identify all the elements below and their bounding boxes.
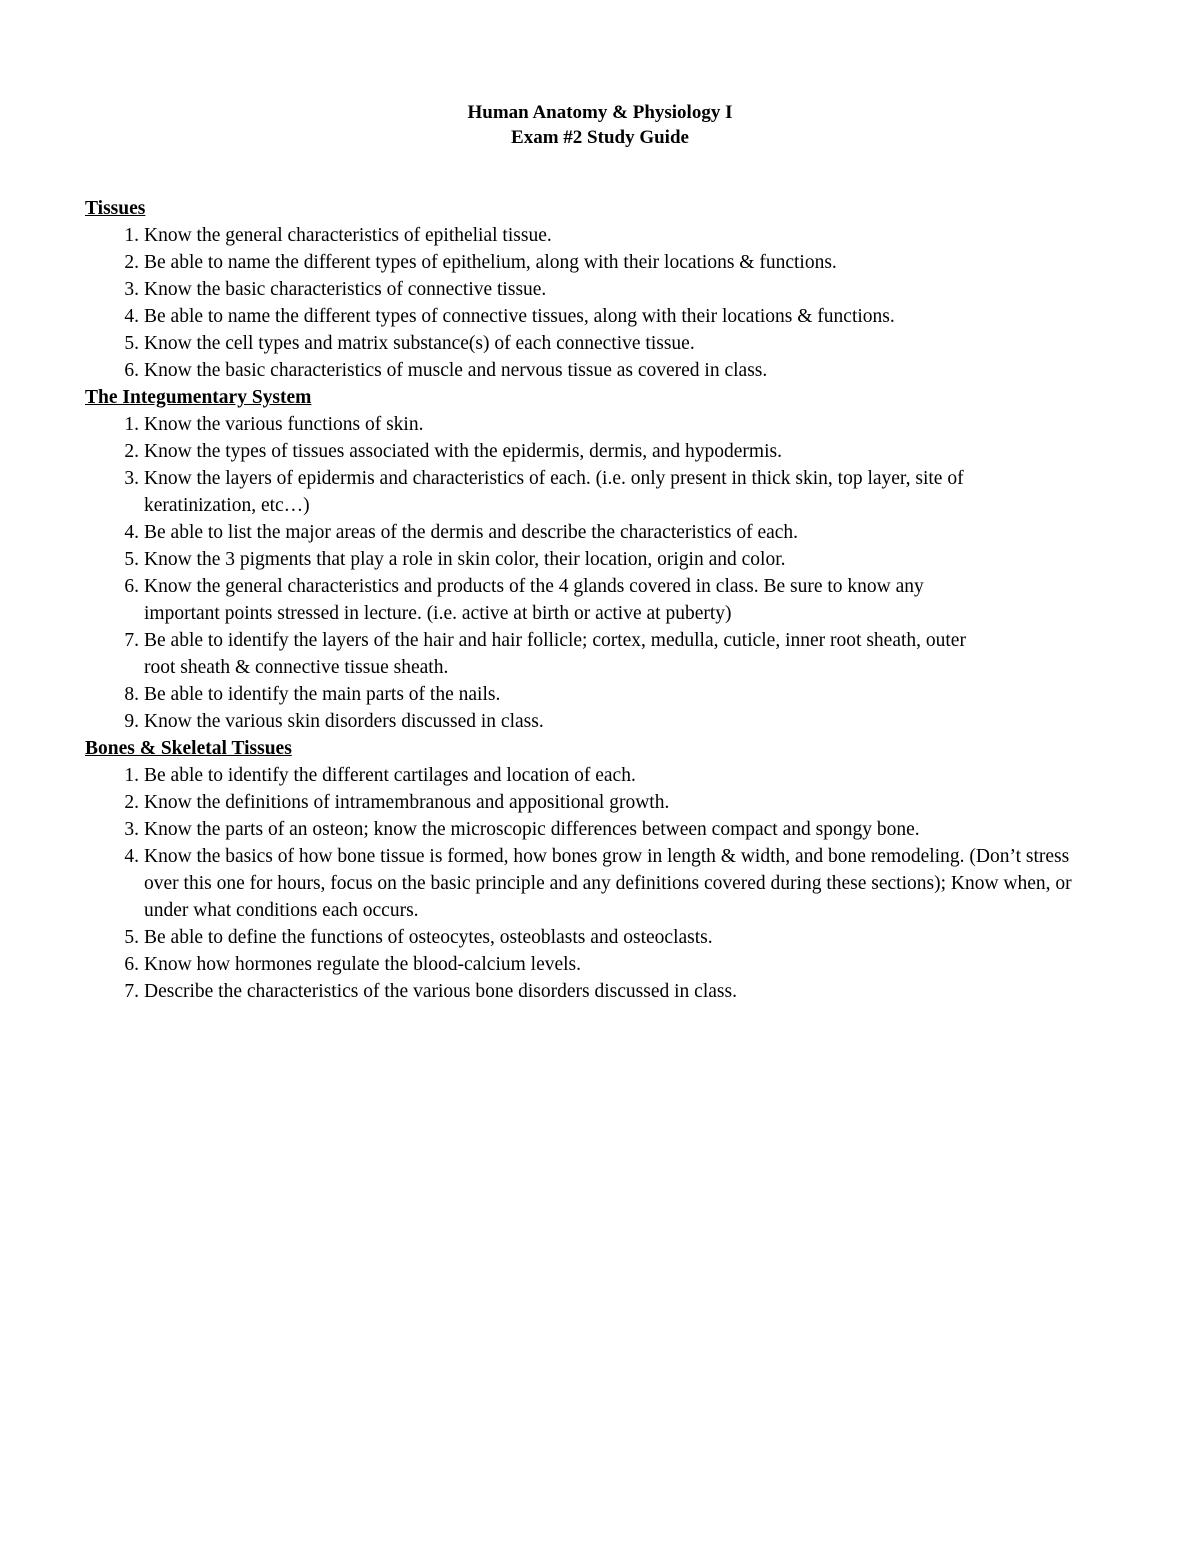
list-item: 1. Know the general characteristics of epithelial tissue. — [124, 225, 552, 246]
list-item: 6. Know the general characteristics and products of the 4 glands covered in class. Be sure to know any important points stressed in lecture. (i.e. active at birth or active at puberty) — [124, 576, 924, 624]
item-list — [85, 762, 1125, 1005]
list-item: 5. Know the 3 pigments that play a role in skin color, their location, origin and color. — [124, 549, 786, 570]
list-item: 4. Be able to name the different types of connective tissues, along with their locations & functions. — [124, 306, 895, 327]
list-item: 9. Know the various skin disorders discussed in class. — [124, 711, 544, 732]
section-tissues — [85, 195, 1125, 384]
document-header — [0, 100, 1200, 150]
list-item: 1. Know the various functions of skin. — [124, 414, 424, 435]
document-subtitle: Exam #2 Study Guide — [511, 127, 689, 148]
section-heading: Tissues — [85, 198, 146, 219]
list-item: 5. Know the cell types and matrix substance(s) of each connective tissue. — [124, 333, 695, 354]
section-integumentary-system — [85, 384, 1125, 735]
item-list — [85, 222, 1125, 384]
list-item: 6. Know the basic characteristics of muscle and nervous tissue as covered in class. — [124, 360, 768, 381]
list-item: 5. Be able to define the functions of osteocytes, osteoblasts and osteoclasts. — [124, 927, 713, 948]
list-item: 1. Be able to identify the different cartilages and location of each. — [124, 765, 636, 786]
document-body — [85, 195, 1125, 1005]
list-item: 2. Be able to name the different types of epithelium, along with their locations & functions. — [124, 252, 837, 273]
list-item: 4. Know the basics of how bone tissue is formed, how bones grow in length & width, and bone remodeling. (Don’t stress over this one for hours, focus on the basic principle and any definitions covered during these sections); Know when, or under what conditions each occurs. — [124, 846, 1072, 921]
list-item: 4. Be able to list the major areas of the dermis and describe the characteristics of each. — [124, 522, 799, 543]
section-bones-skeletal-tissues — [85, 735, 1125, 1005]
list-item: 3. Know the layers of epidermis and characteristics of each. (i.e. only present in thick skin, top layer, site of keratinization, etc…) — [124, 468, 964, 516]
list-item: 7. Be able to identify the layers of the hair and hair follicle; cortex, medulla, cuticle, inner root sheath, outer root sheath & connective tissue sheath. — [124, 630, 966, 678]
section-heading: The Integumentary System — [85, 387, 312, 408]
list-item: 3. Know the parts of an osteon; know the microscopic differences between compact and spongy bone. — [124, 819, 920, 840]
document-title: Human Anatomy & Physiology I — [467, 102, 733, 123]
section-heading: Bones & Skeletal Tissues — [85, 738, 292, 759]
list-item: 2. Know the definitions of intramembranous and appositional growth. — [124, 792, 670, 813]
list-item: 6. Know how hormones regulate the blood-calcium levels. — [124, 954, 582, 975]
list-item: 2. Know the types of tissues associated with the epidermis, dermis, and hypodermis. — [124, 441, 782, 462]
item-list — [85, 411, 1125, 735]
list-item: 3. Know the basic characteristics of connective tissue. — [124, 279, 547, 300]
list-item: 7. Describe the characteristics of the various bone disorders discussed in class. — [124, 981, 737, 1002]
list-item: 8. Be able to identify the main parts of the nails. — [124, 684, 501, 705]
